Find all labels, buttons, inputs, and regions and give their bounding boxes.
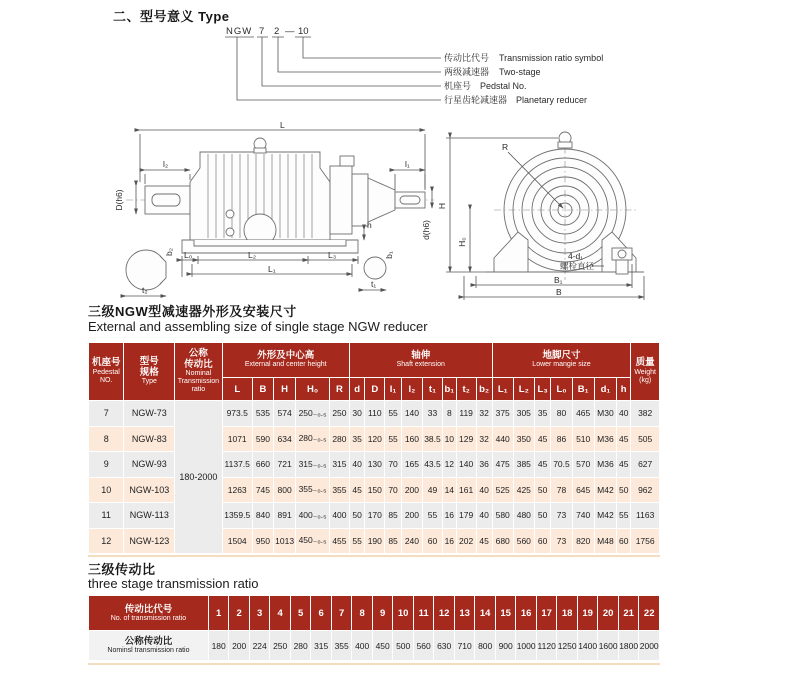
- table-cell: 1504: [222, 528, 252, 554]
- col-nominal-en3: ratio: [191, 386, 206, 393]
- ratio-codes-label: [89, 596, 209, 631]
- table-cell: M36: [594, 452, 616, 478]
- table-cell: 55: [349, 528, 364, 554]
- table-cell: 45: [617, 426, 631, 452]
- table-cell: 60: [422, 528, 442, 554]
- table-cell: 55: [617, 503, 631, 529]
- group-external-center-height: [222, 343, 349, 378]
- dim-t2: t₂: [142, 285, 148, 295]
- ratio-value-cell: 560: [413, 631, 434, 661]
- ratio-values-row: [89, 631, 660, 661]
- col-nominal-ratio: [175, 343, 222, 401]
- ratio-values-label-zh: 公称传动比: [124, 636, 173, 647]
- table-cell: 32: [476, 426, 492, 452]
- dim-B: B: [556, 287, 562, 297]
- ratio-code-cell: 20: [598, 596, 619, 631]
- dim-h: h: [367, 220, 372, 230]
- table-cell: 465: [572, 401, 594, 427]
- code-dash: —: [285, 26, 295, 37]
- ratio-code-cell: 8: [352, 596, 373, 631]
- dim-H0: H₀: [457, 237, 467, 247]
- table-cell: 200: [401, 477, 422, 503]
- callout-stage-en: Two-stage: [499, 67, 541, 77]
- dim-D-h6: D(h6): [114, 189, 124, 211]
- table-cell: 45: [476, 528, 492, 554]
- group-flange-en: Lower mangie size: [532, 361, 591, 369]
- ratio-value-cell: 250: [270, 631, 291, 661]
- group-lower-flange: [492, 343, 631, 378]
- table-cell: 14: [442, 477, 456, 503]
- table-cell: 425: [513, 477, 534, 503]
- table-cell: 250₋₀.₅: [296, 401, 330, 427]
- col-weight: [631, 343, 660, 401]
- ratio-code-cell: 11: [413, 596, 434, 631]
- dim-H: H: [437, 202, 447, 210]
- ratio-table-title-en: three stage transmission ratio: [88, 576, 259, 591]
- table-cell: 35: [349, 426, 364, 452]
- table-cell: 1071: [222, 426, 252, 452]
- dim-L: L: [280, 122, 285, 130]
- size-table-bottom-strip: [88, 555, 660, 557]
- table-cell: 49: [422, 477, 442, 503]
- ratio-code-cell: 2: [229, 596, 250, 631]
- table-cell: 12: [89, 528, 124, 554]
- table-cell: 355: [329, 477, 349, 503]
- ratio-code-cell: 4: [270, 596, 291, 631]
- table-cell: 382: [631, 401, 660, 427]
- ratio-value-cell: 800: [475, 631, 496, 661]
- ratio-value-cell: 400: [352, 631, 373, 661]
- col-weight-zh: 质量: [635, 357, 655, 369]
- table-cell: 190: [365, 528, 385, 554]
- table-cell: 202: [456, 528, 476, 554]
- table-cell: 170: [365, 503, 385, 529]
- table-cell: 70: [385, 452, 402, 478]
- size-table-title-zh: 三级NGW型减速器外形及安装尺寸: [88, 304, 297, 319]
- transmission-ratio-table: [88, 595, 660, 661]
- col-H0: H₀: [296, 378, 330, 401]
- ratio-value-cell: 710: [454, 631, 475, 661]
- table-cell: 180-2000: [175, 401, 222, 554]
- table-cell: 627: [631, 452, 660, 478]
- front-view-drawing: [436, 122, 694, 302]
- table-cell: 891: [273, 503, 295, 529]
- table-cell: 580: [492, 503, 513, 529]
- dim-l2: l₂: [163, 159, 169, 169]
- ratio-value-cell: 1250: [557, 631, 578, 661]
- table-cell: 36: [476, 452, 492, 478]
- size-table: [88, 342, 660, 554]
- table-cell: 680: [492, 528, 513, 554]
- ratio-code-cell: 22: [639, 596, 660, 631]
- size-table-row: [89, 426, 660, 452]
- table-cell: 50: [617, 477, 631, 503]
- table-cell: 455: [329, 528, 349, 554]
- ratio-value-cell: 355: [331, 631, 352, 661]
- table-cell: 1263: [222, 477, 252, 503]
- ratio-value-cell: 200: [229, 631, 250, 661]
- ratio-code-cell: 12: [434, 596, 455, 631]
- table-cell: 140: [401, 401, 422, 427]
- dim-L1: L₁: [268, 264, 276, 274]
- table-cell: 1756: [631, 528, 660, 554]
- table-cell: 315: [329, 452, 349, 478]
- table-cell: 10: [442, 426, 456, 452]
- ratio-value-cell: 315: [311, 631, 332, 661]
- ratio-code-cell: 7: [331, 596, 352, 631]
- dim-b2: b₂: [164, 247, 174, 257]
- table-cell: 1013: [273, 528, 295, 554]
- table-cell: 179: [456, 503, 476, 529]
- table-cell: NGW-83: [124, 426, 175, 452]
- table-cell: 140: [456, 452, 476, 478]
- table-cell: 315₋₀.₅: [296, 452, 330, 478]
- callout-pedestal-en: Pedstal No.: [480, 81, 527, 91]
- model-designation-diagram: [193, 20, 673, 120]
- ratio-value-cell: 450: [372, 631, 393, 661]
- ratio-code-cell: 18: [557, 596, 578, 631]
- table-cell: 12: [442, 452, 456, 478]
- table-cell: 240: [401, 528, 422, 554]
- callout-planetary-en: Planetary reducer: [516, 95, 588, 105]
- table-cell: 60: [534, 528, 551, 554]
- table-cell: NGW-113: [124, 503, 175, 529]
- size-table-title-en: External and assembling size of single stage NGW reducer: [88, 319, 428, 334]
- table-cell: 50: [534, 503, 551, 529]
- table-cell: M42: [594, 477, 616, 503]
- size-table-row: [89, 401, 660, 427]
- ratio-table-bottom-strip: [88, 663, 660, 665]
- col-L3: L₃: [534, 378, 551, 401]
- table-cell: 73: [551, 528, 572, 554]
- table-cell: M36: [594, 426, 616, 452]
- table-cell: 33: [422, 401, 442, 427]
- table-cell: 16: [442, 503, 456, 529]
- code-series: NGW: [226, 26, 253, 37]
- size-table-body: [89, 401, 660, 554]
- table-cell: 120: [365, 426, 385, 452]
- table-cell: 505: [631, 426, 660, 452]
- designation-callouts: [444, 52, 603, 105]
- ratio-values-label: [89, 631, 209, 661]
- table-cell: 70.5: [551, 452, 572, 478]
- table-cell: 574: [273, 401, 295, 427]
- callout-ratio-en: Transmission ratio symbol: [499, 53, 604, 63]
- table-cell: 40: [476, 477, 492, 503]
- section-title: 二、型号意义 Type: [113, 9, 230, 24]
- col-l2: l₂: [401, 378, 422, 401]
- table-cell: 570: [572, 452, 594, 478]
- table-cell: 80: [551, 401, 572, 427]
- table-cell: 645: [572, 477, 594, 503]
- table-cell: 800: [273, 477, 295, 503]
- ratio-value-cell: 1400: [577, 631, 598, 661]
- table-cell: M48: [594, 528, 616, 554]
- col-weight-en: Weight: [634, 368, 656, 376]
- ratio-code-cell: 5: [290, 596, 311, 631]
- table-cell: 375: [492, 401, 513, 427]
- table-cell: 60: [617, 528, 631, 554]
- group-shaft-extension: [349, 343, 492, 378]
- col-pedestal-no: [89, 343, 124, 401]
- table-cell: 305: [513, 401, 534, 427]
- code-pedestal: 7: [259, 26, 265, 37]
- table-cell: 86: [551, 426, 572, 452]
- ratio-value-cell: 1000: [516, 631, 537, 661]
- col-H: H: [273, 378, 295, 401]
- table-cell: 110: [365, 401, 385, 427]
- ratio-value-cell: 500: [393, 631, 414, 661]
- callout-pedestal-zh: 机座号: [444, 81, 472, 91]
- dim-R: R: [502, 142, 509, 152]
- table-cell: 820: [572, 528, 594, 554]
- ratio-code-cell: 17: [536, 596, 557, 631]
- col-d: d: [349, 378, 364, 401]
- ratio-code-cell: 21: [618, 596, 639, 631]
- table-cell: 30: [349, 401, 364, 427]
- group-shaft-en: Shaft extension: [396, 361, 445, 369]
- table-cell: 161: [456, 477, 476, 503]
- designation-leader-lines: [225, 37, 441, 100]
- table-cell: 450₋₀.₅: [296, 528, 330, 554]
- callout-planetary-zh: 行星齿轮减速器: [444, 95, 508, 105]
- ratio-value-cell: 900: [495, 631, 516, 661]
- size-table-row: [89, 528, 660, 554]
- size-table-row: [89, 452, 660, 478]
- table-cell: 535: [252, 401, 273, 427]
- col-b1: b₁: [442, 378, 456, 401]
- table-cell: 32: [476, 401, 492, 427]
- table-cell: 70: [385, 477, 402, 503]
- ratio-codes-row: [89, 596, 660, 631]
- table-cell: 400: [329, 503, 349, 529]
- table-cell: 962: [631, 477, 660, 503]
- ratio-code-cell: 19: [577, 596, 598, 631]
- table-cell: 38.5: [422, 426, 442, 452]
- col-h: h: [617, 378, 631, 401]
- col-d1: d₁: [594, 378, 616, 401]
- ratio-value-cell: 1120: [536, 631, 557, 661]
- table-cell: NGW-73: [124, 401, 175, 427]
- table-cell: 55: [422, 503, 442, 529]
- table-cell: 45: [349, 477, 364, 503]
- table-cell: 85: [385, 528, 402, 554]
- code-ratio: 10: [298, 26, 309, 37]
- table-cell: 660: [252, 452, 273, 478]
- ratio-code-cell: 1: [208, 596, 229, 631]
- col-nominal-zh1: 公称: [188, 348, 208, 359]
- col-B1: B₁: [572, 378, 594, 401]
- table-cell: 560: [513, 528, 534, 554]
- table-cell: 634: [273, 426, 295, 452]
- table-cell: 119: [456, 401, 476, 427]
- table-cell: 50: [534, 477, 551, 503]
- group-shaft-zh: 轴伸: [411, 349, 431, 361]
- table-cell: 440: [492, 426, 513, 452]
- ratio-code-cell: 9: [372, 596, 393, 631]
- size-table-group-header-row: [89, 343, 660, 378]
- table-cell: 55: [385, 426, 402, 452]
- table-cell: 73: [551, 503, 572, 529]
- table-cell: 45: [617, 452, 631, 478]
- table-cell: 475: [492, 452, 513, 478]
- dim-L2: L₂: [248, 250, 257, 260]
- reducer-side-body: [126, 138, 434, 253]
- table-cell: 385: [513, 452, 534, 478]
- table-cell: 160: [401, 426, 422, 452]
- dim-4-d1: 4-d₁: [568, 251, 584, 261]
- table-cell: 973.5: [222, 401, 252, 427]
- ratio-value-cell: 280: [290, 631, 311, 661]
- table-cell: 78: [551, 477, 572, 503]
- col-pedestal-no-zh: 机座号: [91, 357, 121, 369]
- table-cell: 740: [572, 503, 594, 529]
- ratio-code-cell: 10: [393, 596, 414, 631]
- table-cell: 50: [349, 503, 364, 529]
- col-b2: b₂: [476, 378, 492, 401]
- table-cell: 43.5: [422, 452, 442, 478]
- col-L0: L₀: [551, 378, 572, 401]
- table-cell: 1163: [631, 503, 660, 529]
- dim-L0: L₀: [184, 250, 193, 260]
- col-type: [124, 343, 175, 401]
- ratio-code-cell: 13: [454, 596, 475, 631]
- table-cell: 525: [492, 477, 513, 503]
- col-L: L: [222, 378, 252, 401]
- table-cell: 280: [329, 426, 349, 452]
- table-cell: 8: [442, 401, 456, 427]
- col-nominal-en1: Nominal: [185, 370, 212, 377]
- table-cell: 10: [89, 477, 124, 503]
- col-pedestal-no-en2: NO.: [99, 376, 113, 384]
- table-cell: 40: [617, 401, 631, 427]
- col-nominal-en2: Transmission: [177, 378, 220, 385]
- table-cell: 280₋₀.₅: [296, 426, 330, 452]
- col-B: B: [252, 378, 273, 401]
- callout-stage-zh: 两级减速器: [444, 67, 490, 77]
- table-cell: 590: [252, 426, 273, 452]
- table-cell: 950: [252, 528, 273, 554]
- model-code: [226, 26, 309, 37]
- side-view-drawing: [108, 122, 438, 302]
- ratio-code-cell: 3: [249, 596, 270, 631]
- table-cell: 130: [365, 452, 385, 478]
- col-D: D: [365, 378, 385, 401]
- size-table-row: [89, 503, 660, 529]
- table-cell: 55: [385, 401, 402, 427]
- table-cell: 721: [273, 452, 295, 478]
- table-cell: 11: [89, 503, 124, 529]
- table-cell: 250: [329, 401, 349, 427]
- bolt-diameter-label: 螺栓直径: [560, 261, 595, 271]
- ratio-value-cell: 630: [434, 631, 455, 661]
- dim-l1: l₁: [405, 159, 410, 169]
- dim-d-h6: d(h6): [421, 220, 431, 240]
- table-cell: 1137.5: [222, 452, 252, 478]
- col-R: R: [329, 378, 349, 401]
- callout-ratio-zh: 传动比代号: [444, 53, 490, 63]
- table-cell: 165: [401, 452, 422, 478]
- table-cell: M30: [594, 401, 616, 427]
- table-cell: 350: [513, 426, 534, 452]
- dim-L3: L₃: [328, 250, 337, 260]
- col-l1: l₁: [385, 378, 402, 401]
- table-cell: 8: [89, 426, 124, 452]
- table-cell: 16: [442, 528, 456, 554]
- ratio-value-cell: 180: [208, 631, 229, 661]
- ratio-code-cell: 14: [475, 596, 496, 631]
- table-cell: 45: [534, 452, 551, 478]
- table-cell: 150: [365, 477, 385, 503]
- table-cell: 35: [534, 401, 551, 427]
- table-cell: 840: [252, 503, 273, 529]
- table-cell: 480: [513, 503, 534, 529]
- table-cell: 745: [252, 477, 273, 503]
- table-cell: NGW-103: [124, 477, 175, 503]
- ratio-value-cell: 1600: [598, 631, 619, 661]
- group-external-en: External and center height: [244, 361, 327, 369]
- table-cell: 355₋₀.₅: [296, 477, 330, 503]
- ratio-code-cell: 15: [495, 596, 516, 631]
- ratio-codes-label-en: No. of transmission ratio: [110, 614, 187, 622]
- ratio-codes-label-zh: 传动比代号: [124, 603, 173, 615]
- table-cell: 45: [534, 426, 551, 452]
- table-cell: NGW-123: [124, 528, 175, 554]
- ratio-value-cell: 224: [249, 631, 270, 661]
- col-type-zh1: 型号: [139, 356, 159, 367]
- group-external-zh: 外形及中心高: [257, 349, 315, 361]
- col-weight-unit: (kg): [639, 376, 652, 384]
- ratio-code-cell: 16: [516, 596, 537, 631]
- table-cell: 400₋₀.₅: [296, 503, 330, 529]
- ratio-value-cell: 1800: [618, 631, 639, 661]
- code-stage: 2: [274, 26, 280, 37]
- ratio-table-title-zh: 三级传动比: [88, 562, 156, 577]
- col-L2: L₂: [513, 378, 534, 401]
- col-t1: t₁: [422, 378, 442, 401]
- ratio-code-cell: 6: [311, 596, 332, 631]
- dim-B1: B₁: [554, 275, 563, 285]
- table-cell: 129: [456, 426, 476, 452]
- table-cell: 7: [89, 401, 124, 427]
- size-table-row: [89, 477, 660, 503]
- table-cell: 1359.5: [222, 503, 252, 529]
- ratio-value-cell: 2000: [639, 631, 660, 661]
- table-cell: NGW-93: [124, 452, 175, 478]
- col-nominal-zh2: 传动比: [184, 358, 213, 370]
- table-cell: 9: [89, 452, 124, 478]
- dim-b1: b₁: [384, 251, 394, 259]
- dim-t1: t₁: [371, 279, 377, 289]
- col-t2: t₂: [456, 378, 476, 401]
- col-type-zh2: 规格: [139, 366, 159, 378]
- group-flange-zh: 地脚尺寸: [542, 349, 581, 361]
- table-cell: 40: [476, 503, 492, 529]
- col-L1: L₁: [492, 378, 513, 401]
- col-pedestal-no-en1: Pedestal: [92, 368, 120, 376]
- table-cell: 200: [401, 503, 422, 529]
- table-cell: 85: [385, 503, 402, 529]
- table-cell: M42: [594, 503, 616, 529]
- table-cell: 510: [572, 426, 594, 452]
- ratio-values-label-en: Nominsl transmission ratio: [107, 647, 190, 654]
- col-type-en: Type: [141, 378, 157, 385]
- table-cell: 40: [349, 452, 364, 478]
